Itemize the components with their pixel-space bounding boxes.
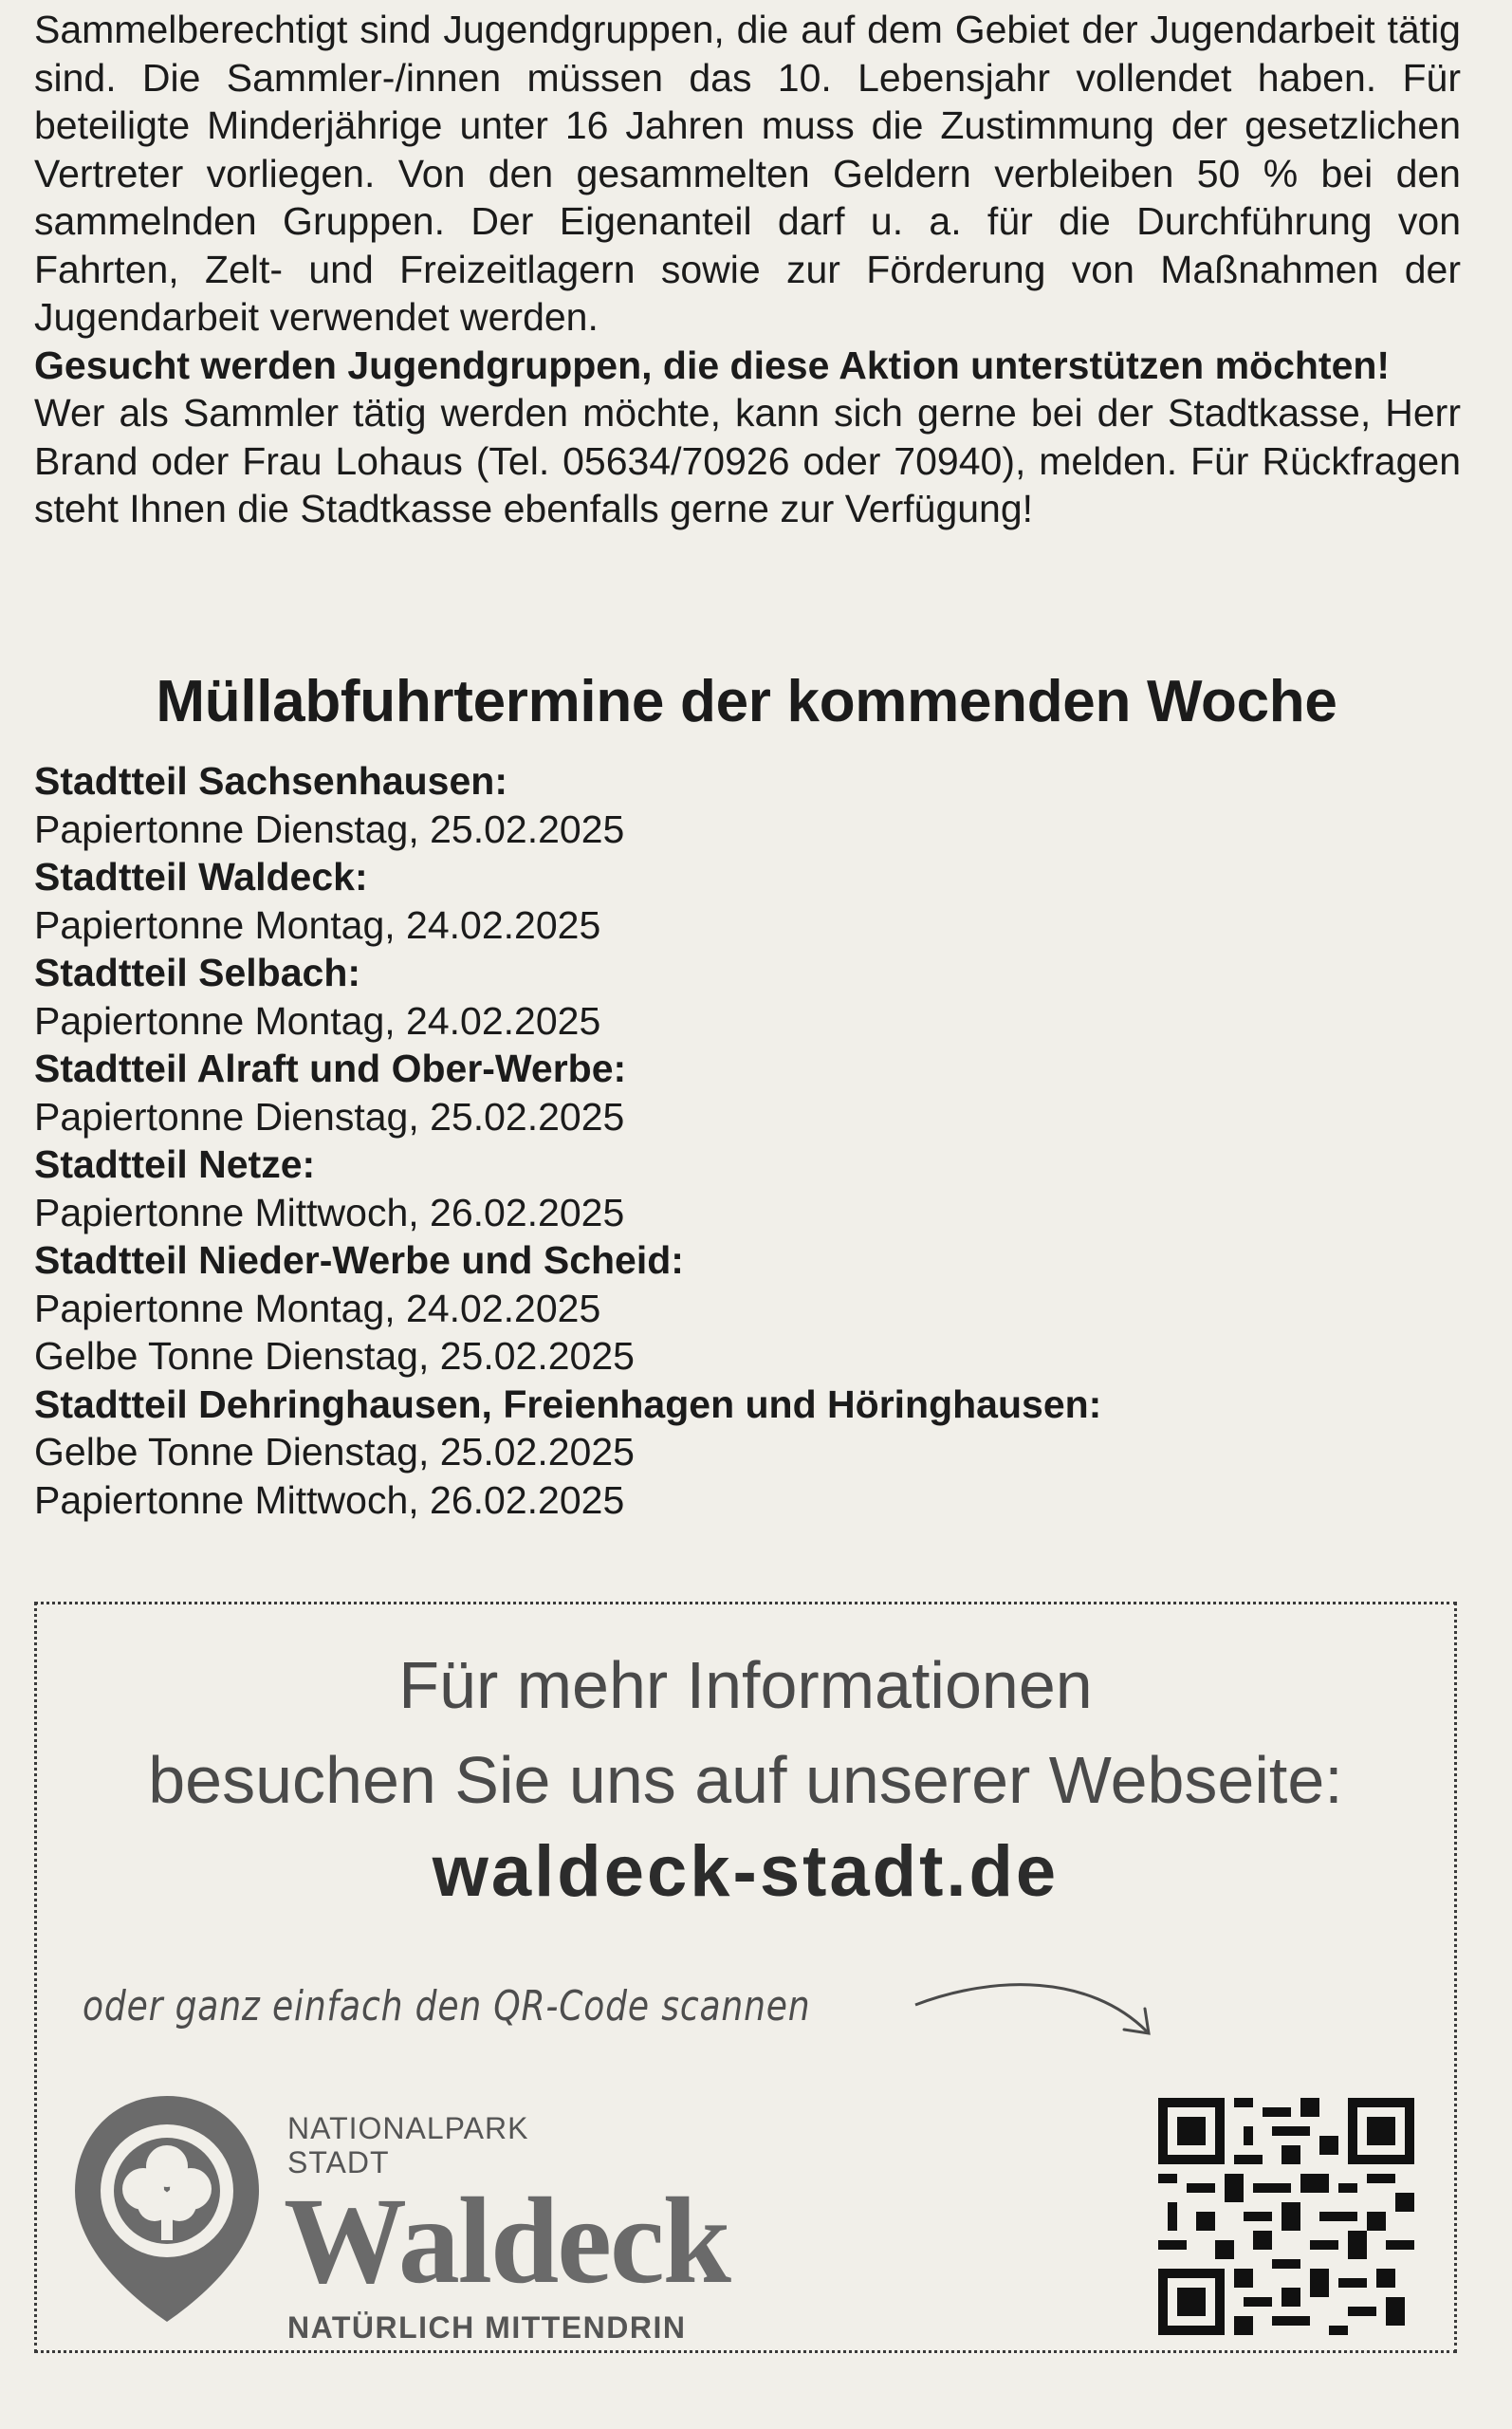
district-block	[34, 1045, 1457, 1140]
district-name: Stadtteil Waldeck:	[34, 855, 368, 899]
pickup-entry: Papiertonne Mittwoch, 26.02.2025	[34, 1477, 625, 1522]
logo-stadt: STADT	[287, 2145, 390, 2179]
pickup-entry: Gelbe Tonne Dienstag, 25.02.2025	[34, 1334, 635, 1378]
intro-text	[34, 6, 1461, 533]
pickup-entry: Papiertonne Montag, 24.02.2025	[34, 902, 601, 947]
district-block	[34, 1381, 1457, 1525]
website-link[interactable]: waldeck-stadt.de	[432, 1831, 1060, 1912]
logo-tagline: NATÜRLICH MITTENDRIN	[287, 2310, 687, 2345]
district-name: Stadtteil Sachsenhausen:	[34, 759, 507, 803]
contact-paragraph: Wer als Sammler tätig werden möchte, kann sich gerne bei der Stadtkasse, Herr Brand oder Frau Lohaus (Tel. 05634/70926 oder 70940), melden. Für Rückfragen steht Ihnen die Stadtkasse ebenfalls gerne zur Verfügung!	[34, 391, 1461, 530]
qr-hint-text: oder ganz einfach den QR-Code scannen	[83, 1982, 811, 2030]
district-block	[34, 853, 1457, 949]
district-name: Stadtteil Alraft und Ober-Werbe:	[34, 1047, 627, 1090]
tree-pin-icon	[67, 2088, 267, 2326]
info-heading-line2: besuchen Sie uns auf unserer Webseite:	[148, 1743, 1343, 1817]
district-name: Stadtteil Netze:	[34, 1142, 316, 1186]
schedule-title: Müllabfuhrtermine der kommenden Woche	[156, 669, 1337, 734]
pickup-entry: Papiertonne Montag, 24.02.2025	[34, 1286, 601, 1330]
district-name: Stadtteil Selbach:	[34, 951, 361, 994]
intro-paragraph: Sammelberechtigt sind Jugendgruppen, die auf dem Gebiet der Jugendarbeit tätig sind. Die Sammler-/innen müssen das 10. Lebensjahr vollendet haben. Für beteiligte Minderjährige unter 16 Jahren muss die Zustimmung der gesetzlichen Vertreter vorliegen. Von den gesammelten Geldern verbleiben 50 % bei den sammelnden Gruppen. Der Eigenanteil darf u. a. für die Durchführung von Fahrten, Zelt- und Freizeitlagern sowie zur Förderung von Maßnahmen der Jugendarbeit verwendet werden.	[34, 8, 1461, 339]
logo-waldeck: Waldeck	[284, 2173, 729, 2309]
district-name: Stadtteil Nieder-Werbe und Scheid:	[34, 1238, 684, 1282]
pickup-entry: Gelbe Tonne Dienstag, 25.02.2025	[34, 1430, 635, 1474]
info-heading-line1: Für mehr Informationen	[398, 1648, 1093, 1722]
call-to-action: Gesucht werden Jugendgruppen, die diese Aktion unterstützen möchten!	[34, 343, 1391, 387]
qr-code-icon[interactable]	[1158, 2098, 1414, 2335]
pickup-entry: Papiertonne Mittwoch, 26.02.2025	[34, 1190, 625, 1234]
pickup-entry: Papiertonne Dienstag, 25.02.2025	[34, 807, 625, 851]
district-block	[34, 949, 1457, 1045]
info-box	[34, 1602, 1457, 2353]
waste-schedule	[34, 757, 1457, 1524]
district-block	[34, 1236, 1457, 1381]
district-block	[34, 1140, 1457, 1236]
arrow-icon	[910, 1965, 1175, 2060]
pickup-entry: Papiertonne Dienstag, 25.02.2025	[34, 1094, 625, 1139]
district-name: Stadtteil Dehringhausen, Freienhagen und Höringhausen:	[34, 1381, 1102, 1426]
pickup-entry: Papiertonne Montag, 24.02.2025	[34, 998, 601, 1043]
logo-nationalpark: NATIONALPARK	[287, 2111, 529, 2145]
district-block	[34, 757, 1457, 853]
